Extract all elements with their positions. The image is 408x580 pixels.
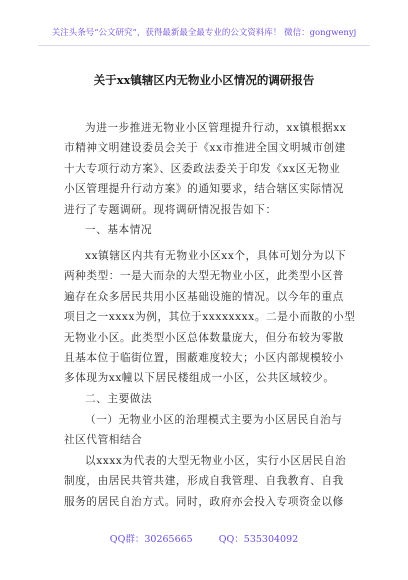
section1-heading: 一、基本情况 — [85, 223, 153, 236]
header-divider — [38, 45, 370, 46]
subsection1-body-line: 制度，由居民共管共建，形成自我管理、自我教育、自我 — [64, 475, 344, 488]
section1-line: xx镇辖区内共有无物业小区xx个，具体可划分为以下 — [85, 250, 347, 262]
intro-line: 市精神文明建设委员会关于《xx市推进全国文明城市创建 — [64, 142, 346, 155]
section1-line: 项目之一xxxx为例，其位于xxxxxxxx。二是小而散的小型 — [64, 311, 356, 324]
subsection1-body-line: 服务的居民自治方式。同时，政府亦会投入专项资金以修 — [64, 495, 344, 508]
footer-contact — [0, 531, 408, 545]
footer-qq: QQ：535304092 — [218, 534, 299, 545]
section1-line: 遍存在众多居民共用小区基础设施的情况。以今年的重点 — [64, 290, 344, 303]
section1-paragraph — [64, 246, 356, 409]
intro-line: 为进一步推进无物业小区管理提升行动，xx镇根据xx — [85, 122, 347, 134]
subsection1-heading-line: （一）无物业小区的治理模式主要为小区居民自治与 — [85, 414, 343, 426]
intro-line: 小区管理提升行动方案》的通知要求，结合辖区实际情况 — [64, 183, 344, 196]
intro-paragraph — [64, 118, 348, 240]
section1-line: 且基本位于临街位置，围蔽难度较大；小区内部规模较小 — [64, 351, 344, 364]
section1-line: 多体现为xx幢以下居民楼组成一小区，公共区域较少。 — [64, 372, 335, 385]
section1-line: 无物业小区。此类型小区总体数量庞大，但分布较为零散 — [64, 331, 344, 344]
section2-heading: 二、主要做法 — [85, 392, 153, 405]
footer-qq-group: QQ群：30265665 — [109, 534, 193, 545]
section1-line: 两种类型：一是大而杂的大型无物业小区，此类型小区普 — [64, 270, 344, 283]
subsection1-paragraph — [64, 410, 348, 512]
header-banner: 关注头条号“公文研究”，获得最新最全最专业的公文资料库！ 微信：gongwenyj — [51, 28, 357, 38]
subsection1-body-line: 以xxxx为代表的大型无物业小区，实行小区居民自治 — [85, 454, 347, 467]
intro-line: 进行了专题调研。现将调研情况报告如下： — [64, 203, 277, 216]
intro-line: 十大专项行动方案》、区委政法委关于印发《xx区无物业 — [64, 162, 341, 175]
document-title: 关于xx镇辖区内无物业小区情况的调研报告 — [93, 73, 315, 87]
subsection1-heading-line: 社区代管相结合 — [64, 434, 143, 447]
